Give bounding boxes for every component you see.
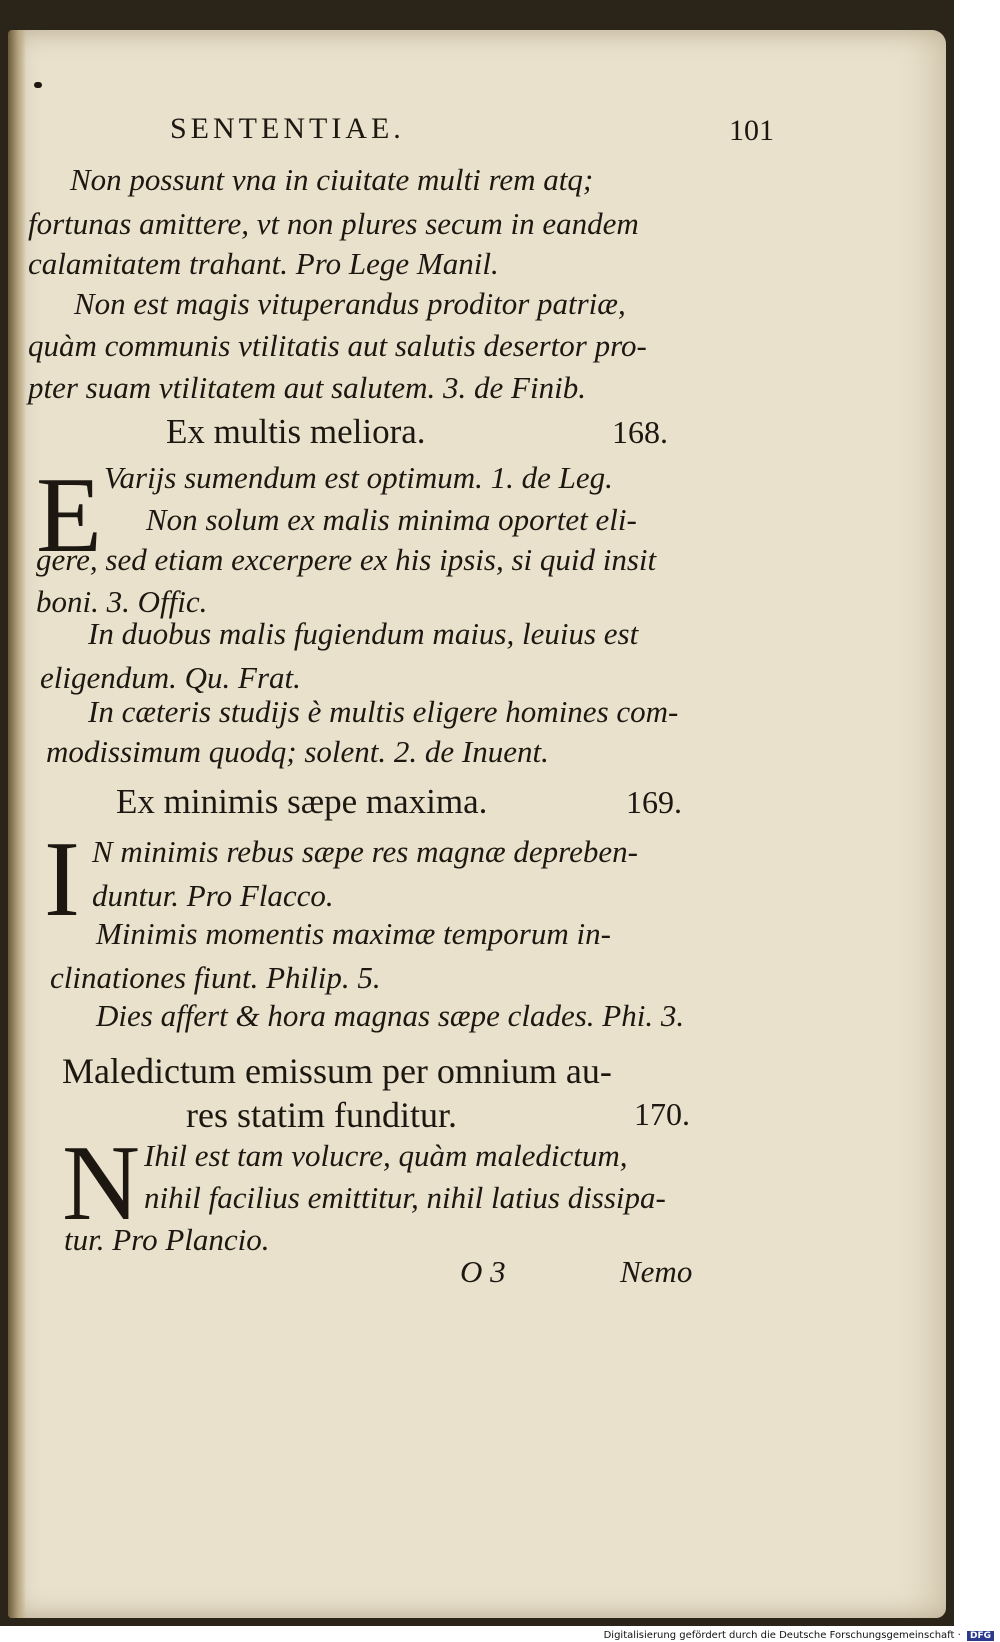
text-line: Non est magis vituperandus proditor patriæ, (74, 286, 626, 321)
section-number: 170. (634, 1096, 690, 1132)
text-line: Ihil est tam volucre, quàm maledictum, (144, 1138, 628, 1173)
text-line: In cæteris studijs è multis eligere homines com- (88, 694, 679, 729)
ink-mark (34, 82, 42, 88)
section-number: 169. (626, 784, 682, 820)
section-heading: Ex minimis sæpe maxima. (116, 782, 488, 821)
text-line: Varijs sumendum est optimum. 1. de Leg. (104, 460, 613, 495)
catchword: Nemo (620, 1254, 693, 1289)
credit-label: Digitalisierung gefördert durch die Deutsche Forschungsgemeinschaft · (603, 1630, 961, 1641)
text-line: modissimum quodq; solent. 2. de Inuent. (46, 734, 549, 769)
credit-text (604, 1630, 994, 1641)
drop-cap: E (36, 456, 102, 575)
text-line: gere, sed etiam excerpere ex his ipsis, si quid insit (36, 542, 657, 577)
section-heading: Maledictum emissum per omnium au- (62, 1051, 612, 1091)
text-line: boni. 3. Offic. (36, 584, 208, 619)
page-number: 101 (729, 114, 774, 147)
text-line: nihil facilius emittitur, nihil latius dissipa- (144, 1180, 666, 1215)
text-line: quàm communis vtilitatis aut salutis desertor pro- (28, 328, 647, 363)
text-line: In duobus malis fugiendum maius, leuius est (88, 616, 639, 651)
text-line: fortunas amittere, vt non plures secum in eandem (28, 206, 639, 241)
text-line: calamitatem trahant. Pro Lege Manil. (28, 246, 499, 281)
text-line: Non possunt vna in ciuitate multi rem atq; (70, 162, 594, 197)
text-line: duntur. Pro Flacco. (92, 878, 334, 913)
text-line: tur. Pro Plancio. (64, 1222, 270, 1257)
text-line: Minimis momentis maximæ temporum in- (96, 916, 611, 951)
text-line: eligendum. Qu. Frat. (40, 660, 301, 695)
drop-cap: N (62, 1124, 140, 1243)
text-line: Dies affert & hora magnas sæpe clades. Phi. 3. (96, 998, 685, 1033)
signature-mark: O 3 (460, 1254, 506, 1289)
section-number: 168. (612, 414, 668, 450)
running-head: SENTENTIAE. (170, 112, 405, 145)
text-line: clinationes fiunt. Philip. 5. (50, 960, 381, 995)
section-heading: res statim funditur. (186, 1095, 457, 1135)
text-line: Non solum ex malis minima oportet eli- (146, 502, 637, 537)
credit-bar (0, 1626, 1000, 1642)
text-line: pter suam vtilitatem aut salutem. 3. de Finib. (28, 370, 586, 405)
dfg-logo: DFG (967, 1631, 994, 1641)
text-line: N minimis rebus sæpe res magnæ depreben- (92, 834, 638, 869)
drop-cap: I (44, 820, 80, 939)
section-heading: Ex multis meliora. (166, 412, 426, 451)
